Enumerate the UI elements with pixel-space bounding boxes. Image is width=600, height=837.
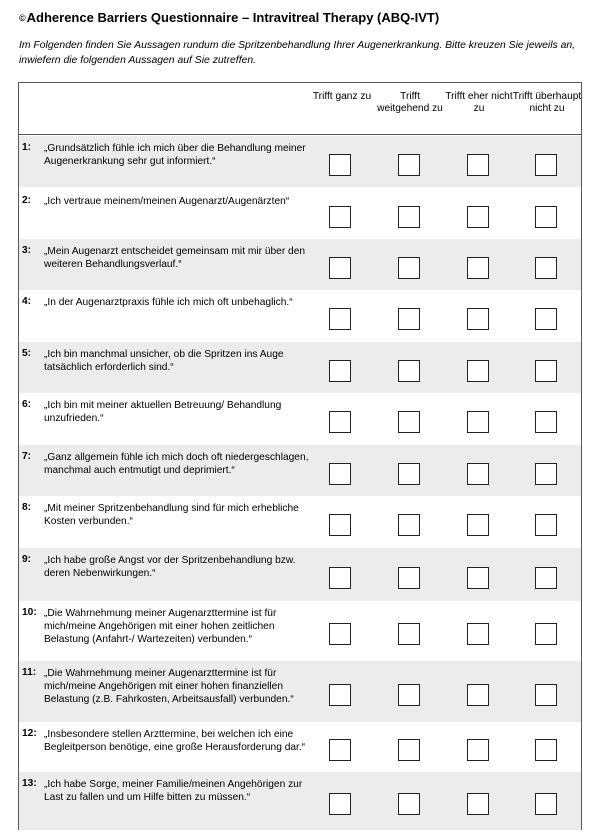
checkbox-not-at-all-applies[interactable] [535,206,557,228]
question-row [19,393,581,445]
checkbox-not-at-all-applies[interactable] [535,411,557,433]
checkbox-largely-applies[interactable] [398,360,420,382]
question-row [19,445,581,496]
question-number: 10: [22,607,37,618]
question-text: „Mein Augenarzt entscheidet gemeinsam mit mir über den weiteren Behandlungsverlauf.“ [44,246,306,270]
checkbox-rather-not-applies[interactable] [467,514,489,536]
checkbox-rather-not-applies[interactable] [467,154,489,176]
checkbox-not-at-all-applies[interactable] [535,308,557,330]
question-row [19,661,581,722]
column-header-rather-not-applies: Trifft eher nicht zu [445,91,513,114]
question-row [19,601,581,661]
checkbox-fully-applies[interactable] [329,360,351,382]
checkbox-largely-applies[interactable] [398,463,420,485]
question-text: „Grundsätzlich fühle ich mich über die Behandlung meiner Augenerkrankung sehr gut informiert.“ [44,143,306,167]
title-text: Adherence Barriers Questionnaire – Intravitreal Therapy (ABQ-IVT) [26,10,440,25]
checkbox-fully-applies[interactable] [329,739,351,761]
question-text: „Mit meiner Spritzenbehandlung sind für mich erhebliche Kosten verbunden.“ [44,503,299,527]
checkbox-rather-not-applies[interactable] [467,360,489,382]
questionnaire-title [19,10,439,25]
checkbox-not-at-all-applies[interactable] [535,623,557,645]
checkbox-not-at-all-applies[interactable] [535,257,557,279]
copyright-symbol: © [19,13,26,23]
question-number: 4: [22,296,32,307]
checkbox-rather-not-applies[interactable] [467,793,489,815]
checkbox-fully-applies[interactable] [329,793,351,815]
question-row [19,496,581,548]
checkbox-not-at-all-applies[interactable] [535,793,557,815]
question-row [19,189,581,239]
question-number: 5: [22,348,32,359]
column-header-largely-applies: Trifft weitgehend zu [377,91,443,114]
checkbox-rather-not-applies[interactable] [467,623,489,645]
question-text: „Insbesondere stellen Arzttermine, bei welchen ich eine Begleitperson benötige, eine große Herausforderung dar.“ [44,729,306,753]
checkbox-largely-applies[interactable] [398,206,420,228]
question-text: „Die Wahrnehmung meiner Augenarzttermine ist für mich/meine Angehörigen mit einer hohen finanziellen Belastung (z.B. Fahrkosten, Arbeitsausfall) verbunden.“ [44,668,294,705]
question-text: „Die Wahrnehmung meiner Augenarzttermine ist für mich/meine Angehörigen mit einer hohen zeitlichen Belastung (Anfahrt-/ Wartezeiten) verbunden.“ [44,608,277,645]
checkbox-fully-applies[interactable] [329,257,351,279]
checkbox-largely-applies[interactable] [398,514,420,536]
column-header-not-at-all-applies: Trifft überhaupt nicht zu [512,91,582,114]
checkbox-fully-applies[interactable] [329,567,351,589]
checkbox-rather-not-applies[interactable] [467,206,489,228]
checkbox-rather-not-applies[interactable] [467,308,489,330]
checkbox-not-at-all-applies[interactable] [535,514,557,536]
checkbox-largely-applies[interactable] [398,411,420,433]
checkbox-largely-applies[interactable] [398,567,420,589]
checkbox-not-at-all-applies[interactable] [535,567,557,589]
question-text: „Ich bin manchmal unsicher, ob die Spritzen ins Auge tatsächlich erforderlich sind.“ [44,349,284,373]
checkbox-fully-applies[interactable] [329,514,351,536]
question-number: 11: [22,667,37,678]
question-number: 1: [22,142,32,153]
question-number: 6: [22,399,32,410]
question-row [19,722,581,772]
checkbox-fully-applies[interactable] [329,154,351,176]
checkbox-largely-applies[interactable] [398,623,420,645]
checkbox-fully-applies[interactable] [329,206,351,228]
column-header-fully-applies: Trifft ganz zu [312,91,372,102]
questionnaire-table [18,82,582,830]
question-number: 12: [22,728,37,739]
question-text: „Ganz allgemein fühle ich mich doch oft niedergeschlagen, manchmal auch entmutigt und deprimiert.“ [44,452,309,476]
checkbox-rather-not-applies[interactable] [467,684,489,706]
checkbox-largely-applies[interactable] [398,154,420,176]
question-number: 3: [22,245,32,256]
question-row [19,239,581,290]
checkbox-rather-not-applies[interactable] [467,739,489,761]
checkbox-largely-applies[interactable] [398,257,420,279]
question-number: 9: [22,554,32,565]
checkbox-largely-applies[interactable] [398,793,420,815]
question-row [19,548,581,601]
checkbox-largely-applies[interactable] [398,684,420,706]
question-number: 8: [22,502,32,513]
checkbox-not-at-all-applies[interactable] [535,684,557,706]
question-text: „Ich habe Sorge, meiner Familie/meinen Angehörigen zur Last zu fallen und um Hilfe bitten zu müssen.“ [44,779,303,803]
checkbox-rather-not-applies[interactable] [467,463,489,485]
checkbox-fully-applies[interactable] [329,463,351,485]
checkbox-largely-applies[interactable] [398,739,420,761]
checkbox-largely-applies[interactable] [398,308,420,330]
question-row [19,772,581,830]
checkbox-fully-applies[interactable] [329,623,351,645]
question-text: „Ich vertraue meinem/meinen Augenarzt/Augenärzten“ [44,196,290,207]
checkbox-fully-applies[interactable] [329,684,351,706]
question-number: 7: [22,451,32,462]
question-number: 13: [22,778,37,789]
question-text: „Ich bin mit meiner aktuellen Betreuung/ Behandlung unzufrieden.“ [44,400,282,424]
checkbox-not-at-all-applies[interactable] [535,360,557,382]
question-row [19,290,581,342]
checkbox-not-at-all-applies[interactable] [535,739,557,761]
checkbox-rather-not-applies[interactable] [467,411,489,433]
question-row [19,136,581,187]
checkbox-rather-not-applies[interactable] [467,257,489,279]
instructions: Im Folgenden finden Sie Aussagen rundum die Spritzenbehandlung Ihrer Augenerkrankung. Bitte kreuzen Sie jeweils an, inwiefern die folgenden Aussagen auf Sie zutreffen. [19,40,576,66]
checkbox-fully-applies[interactable] [329,308,351,330]
table-header [19,83,581,135]
checkbox-not-at-all-applies[interactable] [535,463,557,485]
question-number: 2: [22,195,32,206]
question-row [19,342,581,393]
checkbox-not-at-all-applies[interactable] [535,154,557,176]
checkbox-rather-not-applies[interactable] [467,567,489,589]
question-text: „In der Augenarztpraxis fühle ich mich oft unbehaglich.“ [44,297,293,308]
checkbox-fully-applies[interactable] [329,411,351,433]
question-text: „Ich habe große Angst vor der Spritzenbehandlung bzw. deren Nebenwirkungen.“ [44,555,296,579]
